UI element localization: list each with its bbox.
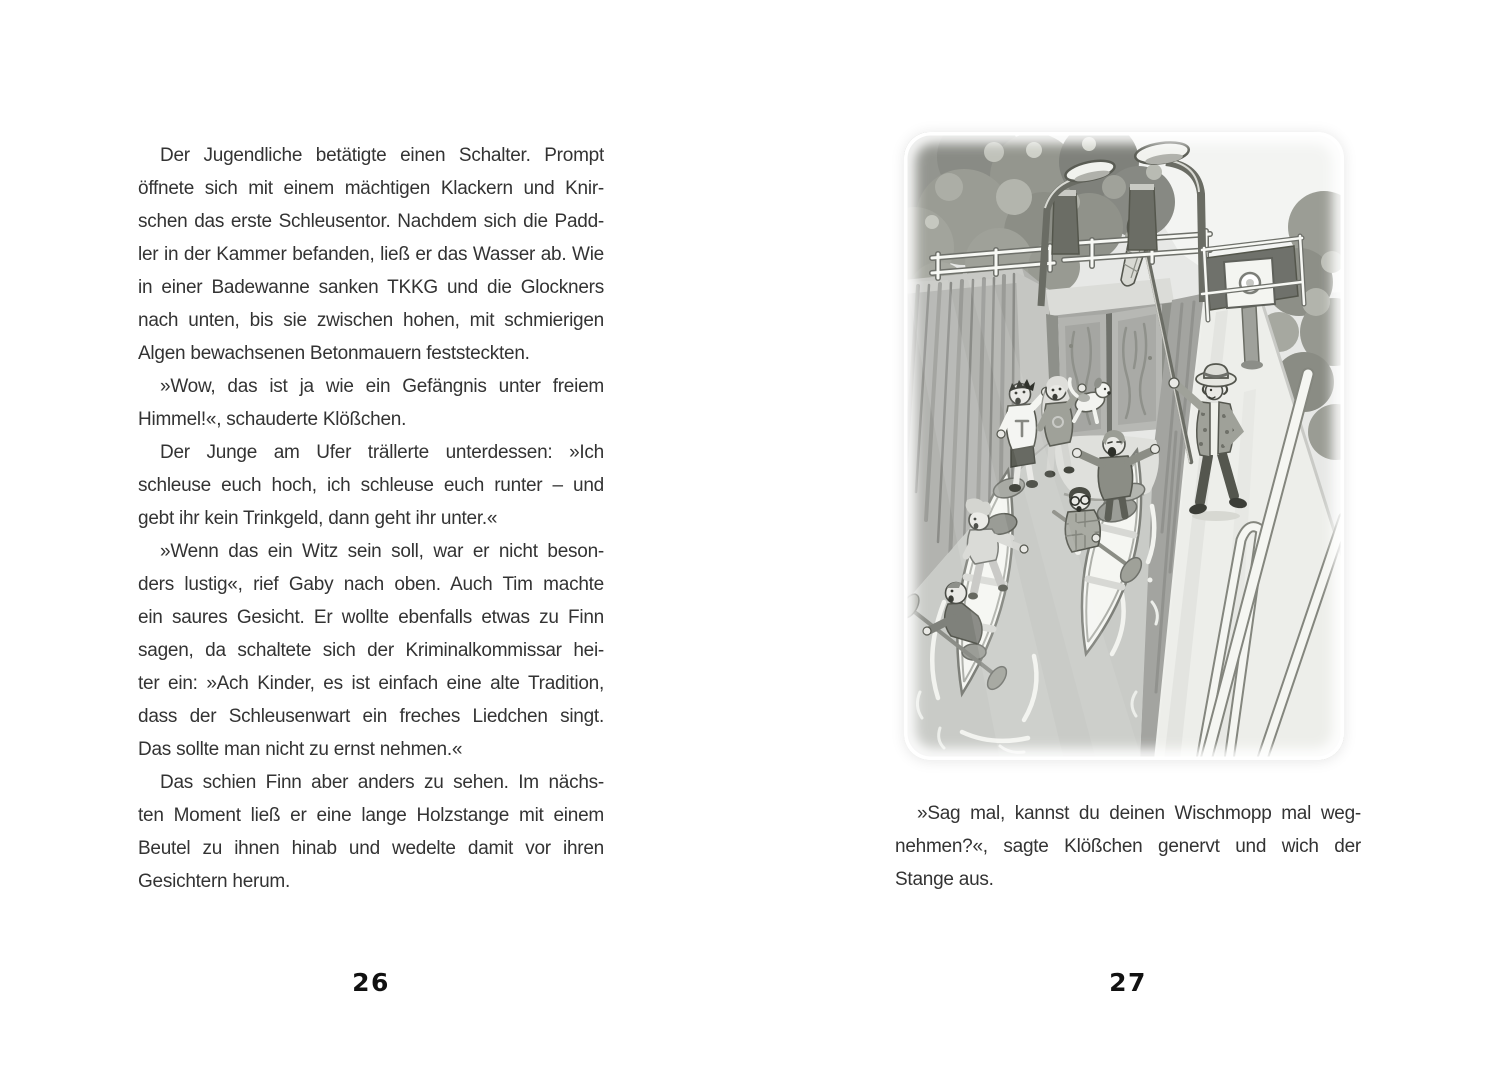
body-text-left [138, 139, 604, 898]
text-line: schen das erste Schleusentor. Nachdem sich die Padd- [138, 211, 604, 232]
text-line: ten Moment ließ er eine lange Holzstange mit einem [138, 805, 604, 826]
text-line: »Wenn das ein Witz sein soll, war er nicht beson- [160, 541, 604, 562]
text-line: Stange aus. [895, 869, 994, 890]
text-line: nehmen?«, sagte Klößchen genervt und wich der [895, 836, 1361, 857]
text-line: ders lustig«, rief Gaby nach oben. Auch Tim machte [138, 574, 604, 595]
text-line: »Sag mal, kannst du deinen Wischmopp mal weg- [917, 803, 1361, 824]
text-line: Das schien Finn aber anders zu sehen. Im nächs- [160, 772, 604, 793]
text-line: ter ein: »Ach Kinder, es ist einfach eine alte Tradition, [138, 673, 604, 694]
text-line: dass der Schleusenwart ein freches Liedchen singt. [138, 706, 604, 727]
text-line: Beutel zu ihnen hinab und wedelte damit vor ihren [138, 838, 604, 859]
text-line: Der Jugendliche betätigte einen Schalter. Prompt [160, 145, 604, 166]
text-line: sagen, da schaltete sich der Kriminalkommissar hei- [138, 640, 604, 661]
body-text-right [895, 797, 1361, 896]
text-line: ein saures Gesicht. Er wollte ebenfalls etwas zu Finn [138, 607, 604, 628]
text-line: in einer Badewanne sanken TKKG und die Glockners [138, 277, 604, 298]
text-line: Der Junge am Ufer trällerte unterdessen: »Ich [160, 442, 604, 463]
text-line: öffnete sich mit einem mächtigen Klackern und Knir- [138, 178, 604, 199]
text-line: Himmel!«, schauderte Klößchen. [138, 409, 407, 430]
page-number-right: 27 [1109, 968, 1147, 997]
text-line: schleuse euch hoch, ich schleuse euch runter – und [138, 475, 604, 496]
illustration-svg [904, 132, 1344, 760]
text-line: ler in der Kammer befanden, ließ er das Wasser ab. Wie [138, 244, 604, 265]
text-line: Das sollte man nicht zu ernst nehmen.« [138, 739, 463, 760]
page-27 [750, 0, 1500, 1087]
text-line: Algen bewachsenen Betonmauern feststeckten. [138, 343, 530, 364]
text-line: gebt ihr kein Trinkgeld, dann geht ihr unter.« [138, 508, 498, 529]
page-number-left: 26 [352, 968, 390, 997]
text-line: nach unten, bis sie zwischen hohen, mit schmierigen [138, 310, 604, 331]
lock-chamber-illustration [904, 132, 1344, 760]
text-line: »Wow, das ist ja wie ein Gefängnis unter freiem [160, 376, 604, 397]
text-line: Gesichtern herum. [138, 871, 291, 892]
